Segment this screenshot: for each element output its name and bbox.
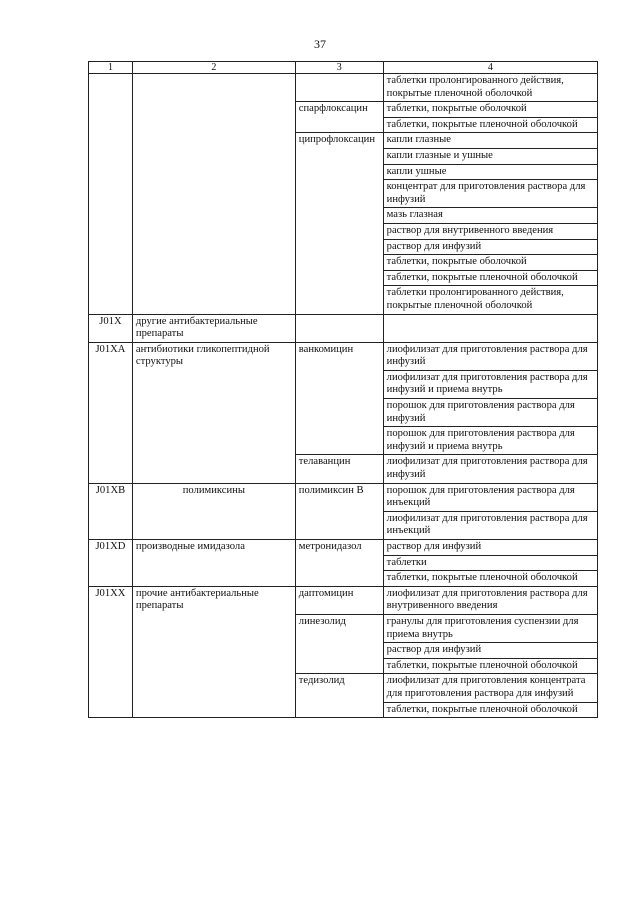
form-cell: таблетки пролонгированного действия, покрытые пленочной оболочкой (383, 286, 597, 314)
column-header: 4 (383, 62, 597, 74)
drug-cell (295, 74, 383, 102)
column-header: 3 (295, 62, 383, 74)
table-row (89, 540, 598, 556)
form-cell: лиофилизат для приготовления раствора для инфузий и приема внутрь (383, 370, 597, 398)
column-header: 1 (89, 62, 133, 74)
form-cell: таблетки, покрытые пленочной оболочкой (383, 658, 597, 674)
form-cell: таблетки, покрытые пленочной оболочкой (383, 571, 597, 587)
drug-cell: ципрофлоксацин (295, 133, 383, 314)
drug-cell (295, 314, 383, 342)
form-cell: таблетки пролонгированного действия, покрытые пленочной оболочкой (383, 74, 597, 102)
drug-cell: полимиксин B (295, 483, 383, 539)
group-cell: другие антибактериальные препараты (132, 314, 295, 342)
atc-code-cell: J01XA (89, 342, 133, 483)
form-cell: капли глазные (383, 133, 597, 149)
form-cell (383, 314, 597, 342)
group-cell: полимиксины (132, 483, 295, 539)
drug-cell: ванкомицин (295, 342, 383, 455)
atc-code-cell: J01XX (89, 586, 133, 717)
atc-code-cell: J01XB (89, 483, 133, 539)
form-cell: лиофилизат для приготовления раствора для внутривенного введения (383, 586, 597, 614)
form-cell: таблетки, покрытые пленочной оболочкой (383, 702, 597, 718)
atc-code-cell: J01X (89, 314, 133, 342)
form-cell: лиофилизат для приготовления раствора для инфузий (383, 342, 597, 370)
group-cell: антибиотики гликопептидной структуры (132, 342, 295, 483)
drug-cell: линезолид (295, 614, 383, 673)
drug-cell: тедизолид (295, 674, 383, 718)
form-cell: порошок для приготовления раствора для инъекций (383, 483, 597, 511)
form-cell: капли глазные и ушные (383, 148, 597, 164)
table-row (89, 586, 598, 614)
form-cell: раствор для инфузий (383, 643, 597, 659)
page-number: 37 (314, 37, 326, 51)
table-row (89, 483, 598, 511)
drug-cell: даптомицин (295, 586, 383, 614)
form-cell: таблетки, покрытые пленочной оболочкой (383, 270, 597, 286)
table-row (89, 74, 598, 102)
table-row (89, 342, 598, 370)
form-cell: раствор для внутривенного введения (383, 223, 597, 239)
form-cell: раствор для инфузий (383, 540, 597, 556)
form-cell: таблетки, покрытые оболочкой (383, 102, 597, 118)
table-row (89, 314, 598, 342)
form-cell: концентрат для приготовления раствора для инфузий (383, 180, 597, 208)
atc-code-cell: J01XD (89, 540, 133, 587)
table-header-row (89, 62, 598, 74)
form-cell: гранулы для приготовления суспензии для приема внутрь (383, 614, 597, 642)
drug-cell: телаванцин (295, 455, 383, 483)
atc-code-cell (89, 74, 133, 315)
group-cell: производные имидазола (132, 540, 295, 587)
form-cell: раствор для инфузий (383, 239, 597, 255)
form-cell: таблетки (383, 555, 597, 571)
form-cell: порошок для приготовления раствора для инфузий (383, 399, 597, 427)
drug-cell: спарфлоксацин (295, 102, 383, 133)
drug-cell: метронидазол (295, 540, 383, 587)
form-cell: мазь глазная (383, 208, 597, 224)
drug-table (88, 61, 598, 718)
form-cell: капли ушные (383, 164, 597, 180)
form-cell: таблетки, покрытые оболочкой (383, 255, 597, 271)
group-cell: прочие антибактериальные препараты (132, 586, 295, 717)
column-header: 2 (132, 62, 295, 74)
form-cell: лиофилизат для приготовления раствора для инфузий (383, 455, 597, 483)
form-cell: лиофилизат для приготовления раствора для инъекций (383, 511, 597, 539)
form-cell: таблетки, покрытые пленочной оболочкой (383, 117, 597, 133)
form-cell: лиофилизат для приготовления концентрата для приготовления раствора для инфузий (383, 674, 597, 702)
group-cell (132, 74, 295, 315)
form-cell: порошок для приготовления раствора для инфузий и приема внутрь (383, 427, 597, 455)
